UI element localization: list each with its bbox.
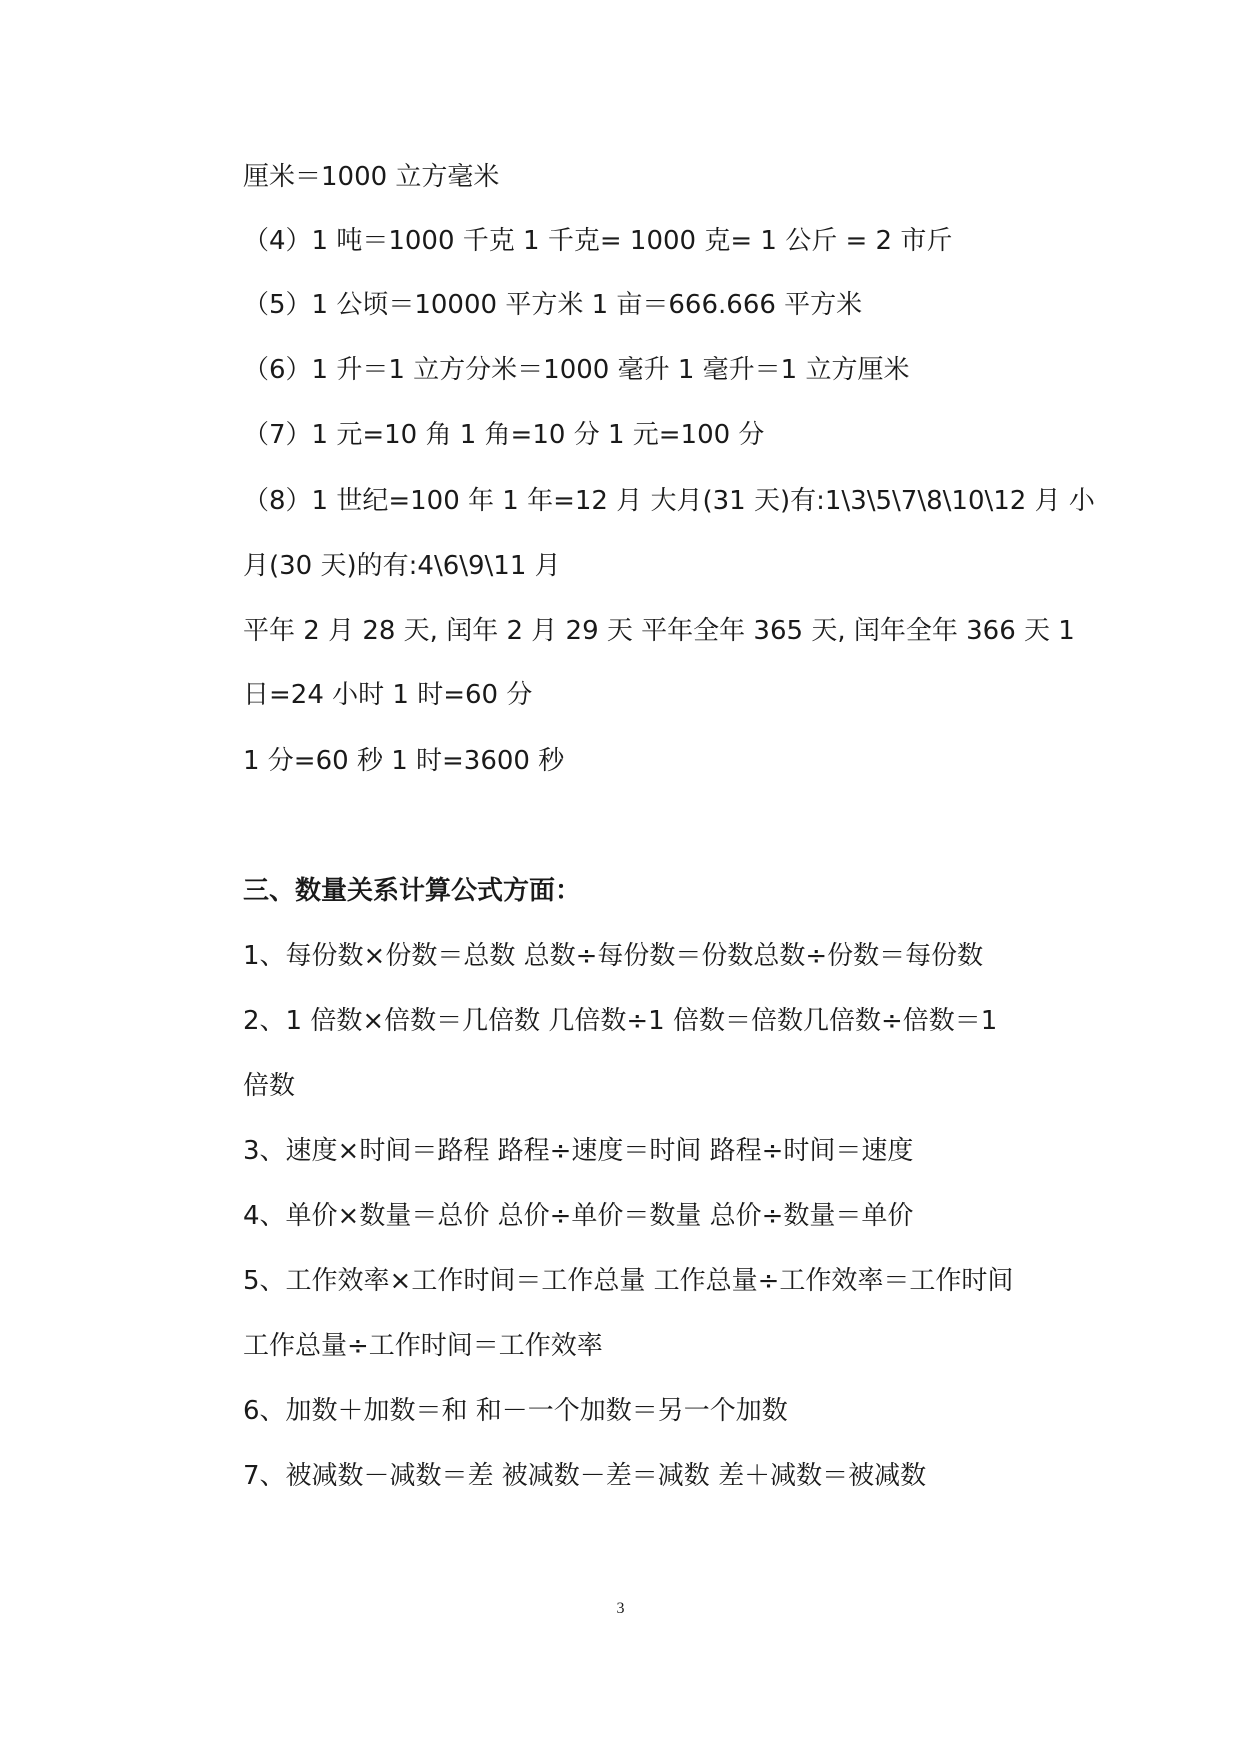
formula-line-4: 4、单价×数量＝总价 总价÷单价＝数量 总价÷数量＝单价 [243,1201,914,1231]
page-number: 3 [616,1600,625,1617]
formula-line-3: 3、速度×时间＝路程 路程÷速度＝时间 路程÷时间＝速度 [243,1136,914,1166]
section-heading: 三、数量关系计算公式方面： [243,876,582,906]
unit-line-weight: （4）1 吨＝1000 千克 1 千克= 1000 克= 1 公斤 = 2 市斤 [243,226,953,256]
unit-line-small-months: 月(30 天)的有:4\6\9\11 月 [243,551,561,581]
formula-line-5: 5、工作效率×工作时间＝工作总量 工作总量÷工作效率＝工作时间 [243,1266,1014,1296]
formula-line-5-cont: 工作总量÷工作时间＝工作效率 [243,1331,603,1361]
unit-line-volume: （6）1 升＝1 立方分米＝1000 毫升 1 毫升＝1 立方厘米 [243,355,910,385]
unit-line-minute-seconds: 1 分=60 秒 1 时=3600 秒 [243,746,565,776]
formula-line-2: 2、1 倍数×倍数＝几倍数 几倍数÷1 倍数＝倍数几倍数÷倍数＝1 [243,1006,998,1036]
unit-line-money: （7）1 元=10 角 1 角=10 分 1 元=100 分 [243,420,765,450]
unit-line-day-hours: 日=24 小时 1 时=60 分 [243,680,533,710]
unit-line-year-days: 平年 2 月 28 天, 闰年 2 月 29 天 平年全年 365 天, 闰年全年 366 天 1 [243,616,1075,646]
unit-line-area: （5）1 公顷＝10000 平方米 1 亩＝666.666 平方米 [243,290,863,320]
formula-line-1: 1、每份数×份数＝总数 总数÷每份数＝份数总数÷份数＝每份数 [243,941,984,971]
formula-line-6: 6、加数＋加数＝和 和－一个加数＝另一个加数 [243,1396,788,1426]
unit-line-time-century: （8）1 世纪=100 年 1 年=12 月 大月(31 天)有:1\3\5\7\8\10\12 月 小 [243,486,1095,516]
unit-line-cubic-cm: 厘米＝1000 立方毫米 [243,162,500,192]
formula-line-7: 7、被减数－减数＝差 被减数－差＝减数 差＋减数＝被减数 [243,1461,927,1491]
formula-line-2-cont: 倍数 [243,1071,296,1101]
